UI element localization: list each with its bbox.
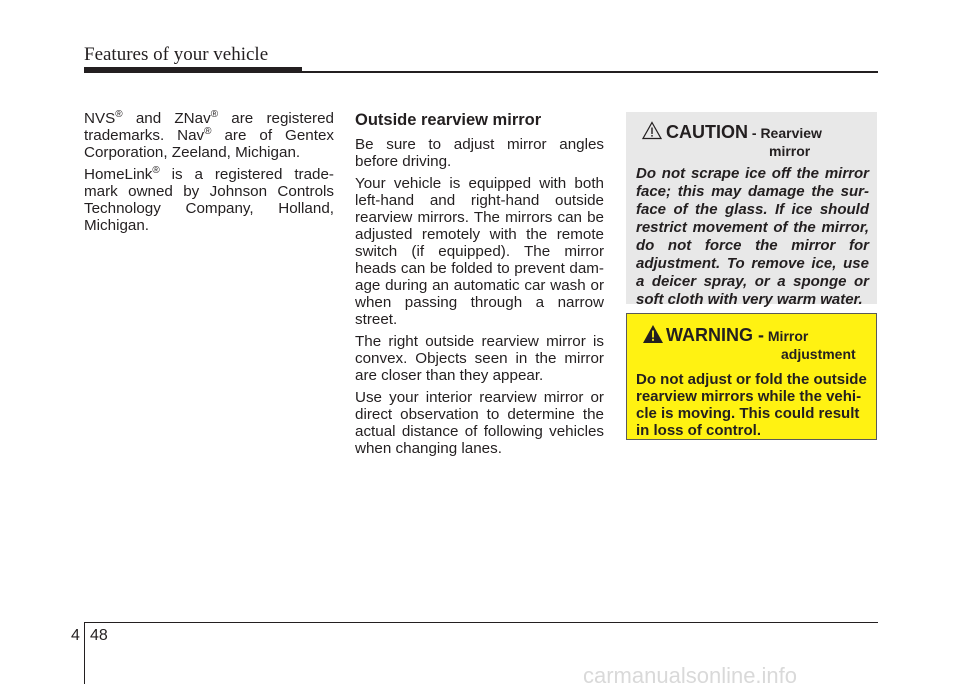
- body-paragraph: Your vehicle is equipped with both left-hand and right-hand outside rearview mirrors. The mirrors can be adjusted remotely with the remote switch (if equipped). The mirror heads can be folded to prevent dam-age during an automatic car wash or when passing through a narrow street.: [355, 175, 604, 328]
- section-number: 4: [71, 627, 80, 644]
- text-run: are of Gentex Corporation, Zeeland, Michigan.: [84, 127, 334, 161]
- warning-heading-line: [666, 325, 808, 346]
- caution-subtitle-2: mirror: [769, 143, 811, 159]
- body-paragraph: The right outside rearview mirror is convex. Objects seen in the mirror are closer than they appear.: [355, 333, 604, 384]
- section-title: Outside rearview mirror: [355, 111, 542, 129]
- caution-heading: CAUTION: [666, 122, 748, 142]
- body-paragraph: Be sure to adjust mirror angles before driving.: [355, 136, 604, 170]
- footer-divider: [84, 622, 85, 684]
- warning-heading: WARNING -: [666, 325, 764, 345]
- watermark: carmanualsonline.info: [583, 663, 798, 688]
- text-run: and ZNav: [122, 110, 211, 127]
- warning-header: [636, 324, 868, 368]
- trademark-paragraph-1: [84, 110, 334, 161]
- text-run: are registered trademarks. Nav: [84, 110, 334, 144]
- left-column: [84, 110, 334, 239]
- caution-box: [626, 112, 877, 308]
- page-number: 48: [90, 627, 108, 644]
- warning-triangle-outline-icon: [642, 121, 662, 140]
- caution-header: [636, 121, 869, 165]
- registered-mark: ®: [204, 126, 212, 137]
- caution-subtitle: - Rearview: [748, 125, 822, 141]
- header-title: Features of your vehicle: [84, 44, 269, 65]
- body-paragraph: Use your interior rearview mirror or direct observation to determine the actual distance of following vehicles when changing lanes.: [355, 389, 604, 457]
- registered-mark: ®: [152, 165, 160, 176]
- registered-mark: ®: [115, 109, 123, 120]
- trademark-paragraph-2: [84, 166, 334, 234]
- registered-mark: ®: [210, 109, 219, 120]
- text-run: HomeLink: [84, 166, 153, 183]
- header-rule: [84, 71, 878, 73]
- text-run: NVS: [84, 110, 116, 127]
- caution-body: Do not scrape ice off the mirror face; this may damage the sur-face of the glass. If ice should restrict movement of the mirror, do not force the mirror for adjustment. To remove ice, use a deicer spray, or a sponge or soft cloth with very warm water.: [636, 165, 869, 308]
- warning-triangle-filled-icon: [642, 324, 664, 344]
- text-run: is a registered trade-mark owned by Johnson Controls Technology Company, Holland, Michigan.: [84, 166, 334, 234]
- warning-subtitle: Mirror: [764, 328, 809, 344]
- warning-body: Do not adjust or fold the outside rearview mirrors while the vehi-cle is moving. This could result in loss of control.: [636, 371, 867, 439]
- middle-column: [355, 110, 604, 462]
- caution-heading-line: [666, 122, 822, 143]
- footer-rule: [84, 622, 878, 623]
- warning-box: [626, 313, 877, 440]
- warning-subtitle-2: adjustment: [781, 346, 856, 362]
